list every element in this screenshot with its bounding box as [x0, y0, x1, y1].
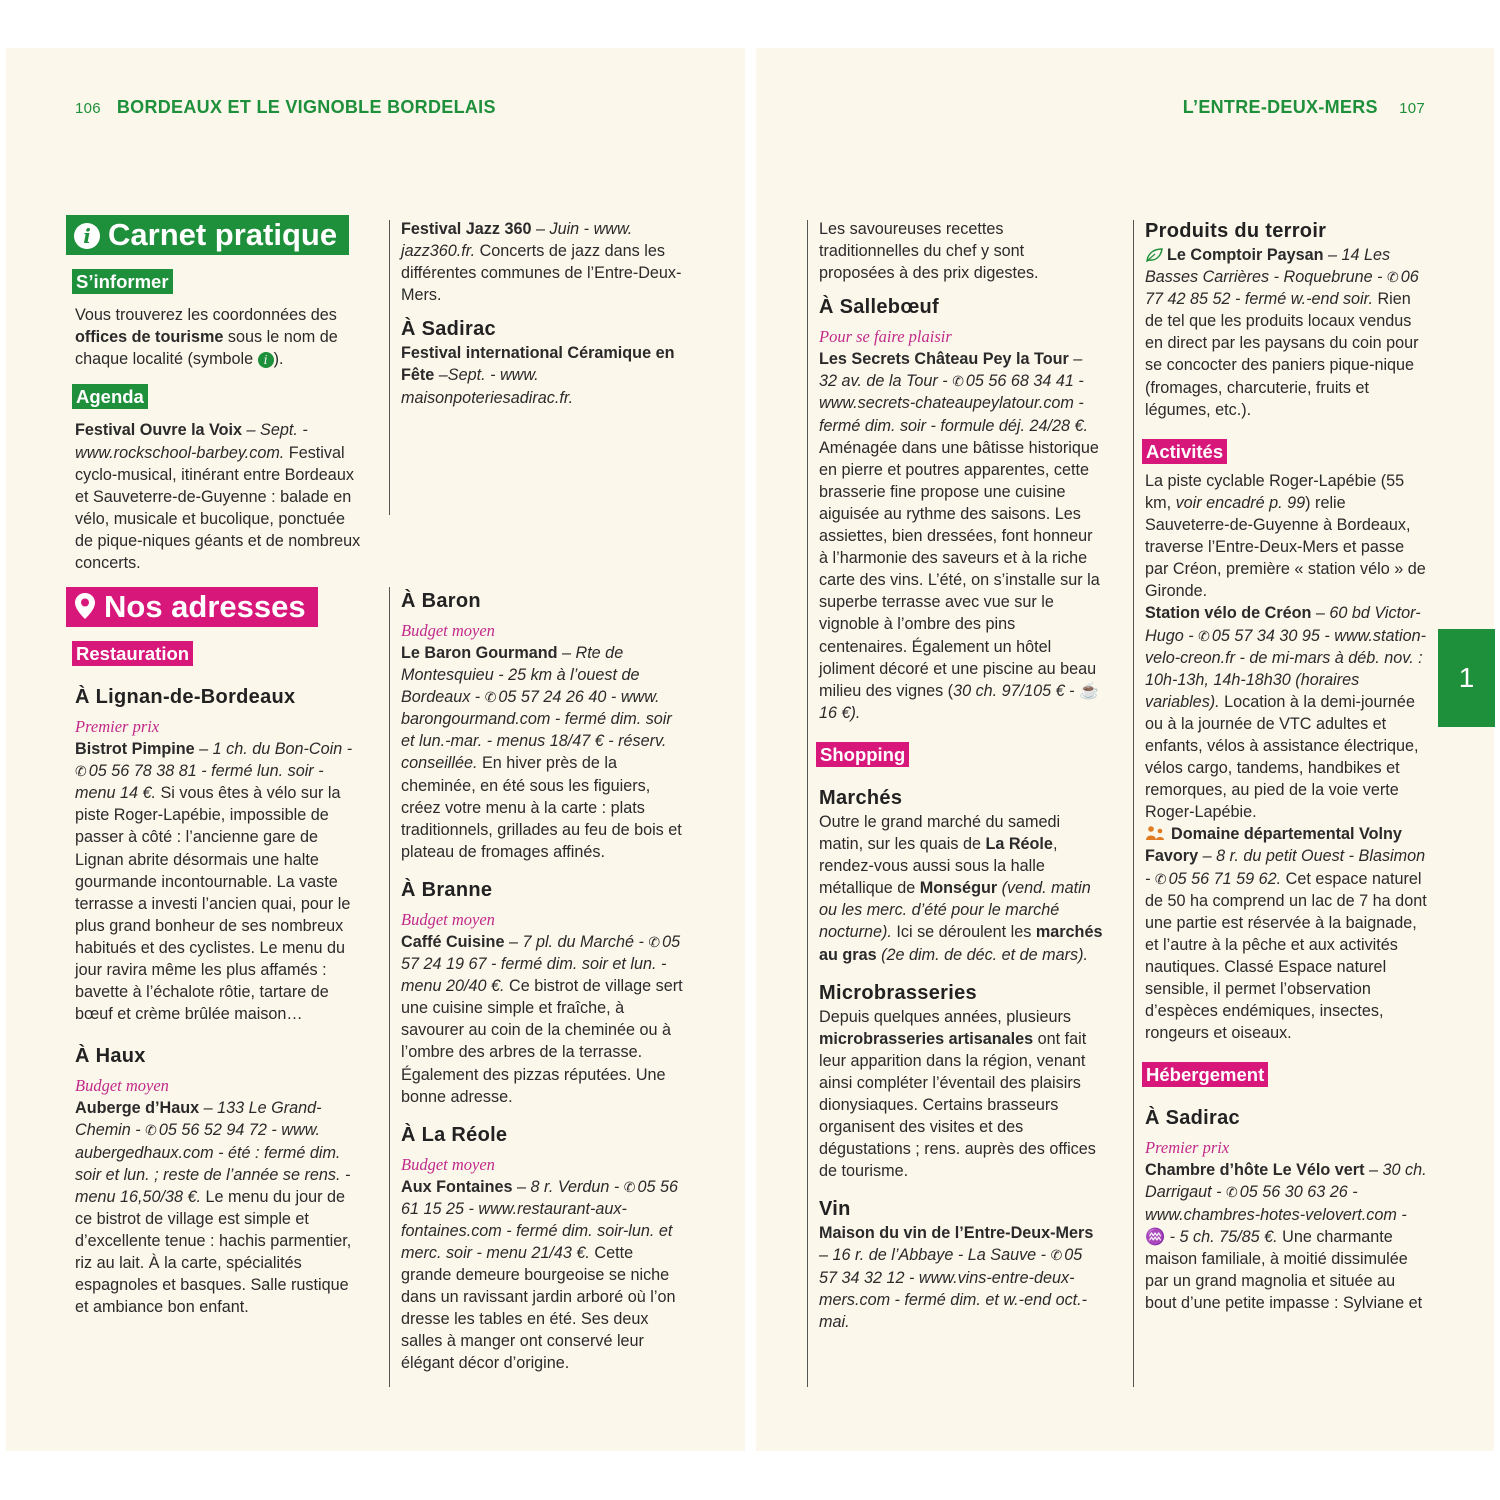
festival-ceramique: Festival international Céramique en Fête –Sept. - www. maisonpoteriesadirac.fr.	[401, 344, 675, 407]
sadirac-hebergement-heading: À Sadirac	[1145, 1107, 1240, 1130]
activites-tag: Activités	[1142, 439, 1227, 464]
left-running-title: BORDEAUX ET LE VIGNOBLE BORDELAIS	[116, 97, 496, 117]
right-column-2	[1145, 218, 1429, 1314]
restauration-tag: Restauration	[72, 641, 193, 666]
phone-icon: ✆	[1225, 1184, 1238, 1201]
baron-heading: À Baron	[401, 590, 481, 612]
comptoir-paysan: Le Comptoir Paysan – 14 Les Basses Carrières - Roquebrune - ✆ 06 77 42 85 52 - fermé w.-end soir. Rien de tel que les produits locaux vendus en direct par les paysans du coin pour se concocter des paniers pique-nique (fromages, charcuterie, fruits et légumes, etc.).	[1145, 246, 1419, 419]
column-divider	[807, 220, 808, 1387]
restaurants-column-2	[401, 588, 683, 1375]
info-icon: i	[74, 223, 100, 249]
caffe-cuisine: Caffé Cuisine – 7 pl. du Marché - ✆ 05 57 24 19 67 - fermé dim. soir et lun. - menu 20/40 €. Ce bistrot de village sert une cuisine simple et fraîche, à savourer au coin de la cheminée ou à l’ombre des arbres de la terrasse. Également des pizzas réputées. Une bonne adresse.	[401, 932, 683, 1106]
carnet-pratique-banner	[66, 215, 349, 255]
microbrasseries-text: Depuis quelques années, plusieurs microbrasseries artisanales ont fait leur apparition dans la région, venant ainsi compléter l’éventail des plaisirs dionysiaques. Certains brasseurs organisent des visites et des dégustations ; rens. auprès des offices de tourisme.	[819, 1007, 1096, 1181]
breakfast-icon: ☕	[1079, 681, 1100, 700]
phone-icon: ✆	[484, 689, 497, 706]
carnet-column	[66, 215, 366, 574]
phone-icon: ✆	[1050, 1247, 1063, 1264]
agenda-tag: Agenda	[72, 384, 148, 409]
leaf-icon	[1145, 248, 1163, 262]
secrets-chateau-pey-la-tour: Les Secrets Château Pey la Tour – 32 av. de la Tour - ✆ 05 56 68 34 41 - www.secrets-chateaupeylatour.com - fermé dim. soir - formule déj. 24/28 €. Aménagée dans une bâtisse historique en pierre et poutres apparentes, cette brasserie fine propose une cuisine aiguisée au rythme des saisons. Les assiettes, bien dressées, font honneur à l’harmonie des saveurs et à la riche carte des vins. L’été, on s’installe sur la superbe terrasse avec vue sur le vignoble à l’ombre des pins centenaires. Également un hôtel joliment décoré et une piscine au beau milieu des vignes (30 ch. 97/105 € - ☕ 16 €).	[819, 350, 1100, 722]
carnet-title: Carnet pratique	[108, 217, 338, 252]
right-running-title: L’ENTRE-DEUX-MERS	[1182, 97, 1378, 117]
right-running-head	[1183, 97, 1425, 118]
lignan-heading: À Lignan-de-Bordeaux	[75, 686, 296, 709]
maison-du-vin: Maison du vin de l’Entre-Deux-Mers – 16 r. de l’Abbaye - La Sauve - ✆ 05 57 34 32 12 - www.vins-entre-deux-mers.com - fermé dim. et w.-end oct.-mai.	[819, 1224, 1094, 1331]
phone-icon: ✆	[952, 373, 964, 390]
phone-icon: ✆	[145, 1122, 157, 1139]
station-velo-creon: Station vélo de Créon – 60 bd Victor-Hugo - ✆ 05 57 34 30 95 - www.station-velo-creon.fr - de mi-mars à déb. nov. : 10h-13h, 14h-18h30 (horaires variables). Location à la demi-journée ou à la journée de VTC adultes et enfants, vélos à assistance électrique, vélos cargo, tandems, handbikes et remorques, au pied de la voie verte Roger-Lapébie.	[1145, 604, 1426, 822]
sinformer-text: Vous trouverez les coordonnées des offices de tourisme sous le nom de chaque localité (symbole i ).	[75, 306, 338, 369]
haux-budget: Budget moyen	[75, 1076, 169, 1096]
baron-budget: Budget moyen	[401, 621, 495, 640]
adresses-column	[66, 587, 366, 1318]
chambre-velo-vert: Chambre d’hôte Le Vélo vert – 30 ch. Darrigaut - ✆ 05 56 30 63 26 - www.chambres-hotes-velovert.com - ♒ - 5 ch. 75/85 €. Une charmante maison familiale, à moitié dissimulée par un grand magnolia et située au bout d’une petite impasse : Sylviane et	[1145, 1161, 1427, 1312]
right-column-1	[819, 218, 1103, 1333]
microbrasseries-heading: Microbrasseries	[819, 981, 977, 1004]
phone-icon: ✆	[1387, 269, 1399, 286]
produits-terroir-heading: Produits du terroir	[1145, 220, 1327, 242]
le-baron-gourmand: Le Baron Gourmand – Rte de Montesquieu - 25 km à l’ouest de Bordeaux - ✆ 05 57 24 26 40 - www. barongourmand.com - fermé dim. soir et lun.-mar. - menus 18/47 € - réserv. conseillée. En hiver près de la cheminée, en été sous les figuiers, créez votre menu à la carte : plats traditionnels, grillades au feu de bois et plateau de fromages affinés.	[401, 644, 682, 861]
la-reole-budget: Budget moyen	[401, 1154, 495, 1174]
phone-icon: ✆	[623, 1178, 636, 1195]
bistrot-pimpine: Bistrot Pimpine – 1 ch. du Bon-Coin - ✆ 05 56 78 38 81 - fermé lun. soir - menu 14 €. Si vous êtes à vélo sur la piste Roger-Lapébie, impossible de passer à côté : l’ancienne gare de Lignan abrite désormais une halte gourmande incontournable. La vaste terrasse a investi l’ancien quai, pour le plus grand bonheur de ses nombreux habitués et des cyclistes. Le menu du jour ravira même les plus affamés : bavette à l’échalote rôtie, tartare de bœuf et crème brûlée maison…	[75, 740, 353, 1024]
chapter-tab[interactable]: 1	[1438, 629, 1495, 727]
phone-icon: ✆	[1154, 870, 1167, 887]
aux-fontaines: Aux Fontaines – 8 r. Verdun - ✆ 05 56 61 15 25 - www.restaurant-aux-fontaines.com - fermé dim. soir-lun. et merc. soir - menu 21/43 €. Cette grande demeure bourgeoise se niche dans un ravissant jardin arboré où l’on dresse les tables en été. Ses deux salles à manger ont conservé leur élégant décor d’origine.	[401, 1177, 679, 1373]
phone-icon: ✆	[75, 763, 87, 780]
haux-heading: À Haux	[75, 1045, 146, 1068]
la-reole-continued: Les savoureuses recettes traditionnelles du chef y sont proposées à des prix digestes.	[819, 220, 1039, 283]
phone-icon: ✆	[648, 933, 661, 950]
piste-cyclable-text: La piste cyclable Roger-Lapébie (55 km, voir encadré p. 99) relie Sauveterre-de-Guyenne à Bordeaux, traverse l’Entre-Deux-Mers et passe par Créon, première « station vélo » de Gironde.	[1145, 471, 1426, 601]
vin-heading: Vin	[819, 1198, 851, 1221]
phone-icon: ✆	[1198, 627, 1210, 644]
festival-ouvre-la-voix: Festival Ouvre la Voix – Sept. - www.rockschool-barbey.com. Festival cyclo-musical, itinérant entre Bordeaux et Sauveterre-de-Guyenne : balade en vélo, musicale et bucolique, ponctuée de pique-niques géants et de nombreux concerts.	[75, 421, 361, 573]
hebergement-tag: Hébergement	[1142, 1062, 1268, 1087]
sadirac-heading: À Sadirac	[401, 318, 496, 341]
page-number-left: 106	[75, 100, 101, 117]
lignan-budget: Premier prix	[75, 717, 160, 737]
page-number-right: 107	[1399, 100, 1425, 117]
festival-jazz-360: Festival Jazz 360 – Juin - www. jazz360.fr. Concerts de jazz dans les différentes communes de l’Entre-Deux-Mers.	[401, 220, 682, 305]
domaine-volny-favory: Domaine départemental Volny Favory – 8 r. du petit Ouest - Blasimon - ✆ 05 56 71 59 62. Cet espace naturel de 50 ha comprend un lac de 7 ha dont une partie est réservée à la baignade, et l’autre à la pêche et aux activités nautiques. Classé Espace naturel sensible, il permet l’observation d’espèces endémiques, insectes, rongeurs et oiseaux.	[1145, 825, 1427, 1043]
la-reole-heading: À La Réole	[401, 1123, 508, 1146]
branne-heading: À Branne	[401, 878, 493, 901]
nos-adresses-banner	[66, 587, 318, 627]
sallebœuf-heading: À Sallebœuf	[819, 296, 939, 319]
sadirac-hebergement-budget: Premier prix	[1145, 1138, 1230, 1158]
left-running-head	[75, 97, 496, 118]
pool-icon: ♒	[1145, 1227, 1166, 1246]
branne-budget: Budget moyen	[401, 909, 495, 929]
shopping-tag: Shopping	[816, 742, 909, 767]
column-divider	[1133, 220, 1134, 1387]
marches-text: Outre le grand marché du samedi matin, sur les quais de La Réole, rendez-vous aussi sous la halle métallique de Monségur (vend. matin ou les merc. d’été pour le marché nocturne). Ici se déroulent les marchés au gras (2e dim. de déc. et de mars).	[819, 812, 1103, 964]
auberge-dhaux: Auberge d’Haux – 133 Le Grand-Chemin - ✆ 05 56 52 94 72 - www. aubergedhaux.com - été : fermé dim. soir et lun. ; reste de l’année se rens. - menu 16,50/38 €. Le menu du jour de ce bistrot de village est simple et d’excellente tenue : hachis parmentier, riz au lait. À la carte, spécialités espagnoles et basques. Salle rustique et ambiance bon enfant.	[75, 1099, 352, 1317]
column-divider	[389, 587, 390, 1387]
column-divider	[389, 220, 390, 515]
adresses-title: Nos adresses	[104, 589, 306, 624]
agenda-continued-column	[401, 218, 683, 409]
map-pin-icon	[74, 592, 96, 620]
sallebœuf-budget: Pour se faire plaisir	[819, 327, 952, 347]
sinformer-tag: S’informer	[72, 269, 173, 294]
family-icon	[1145, 826, 1167, 840]
marches-heading: Marchés	[819, 786, 903, 809]
info-symbol-icon: i	[258, 352, 274, 368]
